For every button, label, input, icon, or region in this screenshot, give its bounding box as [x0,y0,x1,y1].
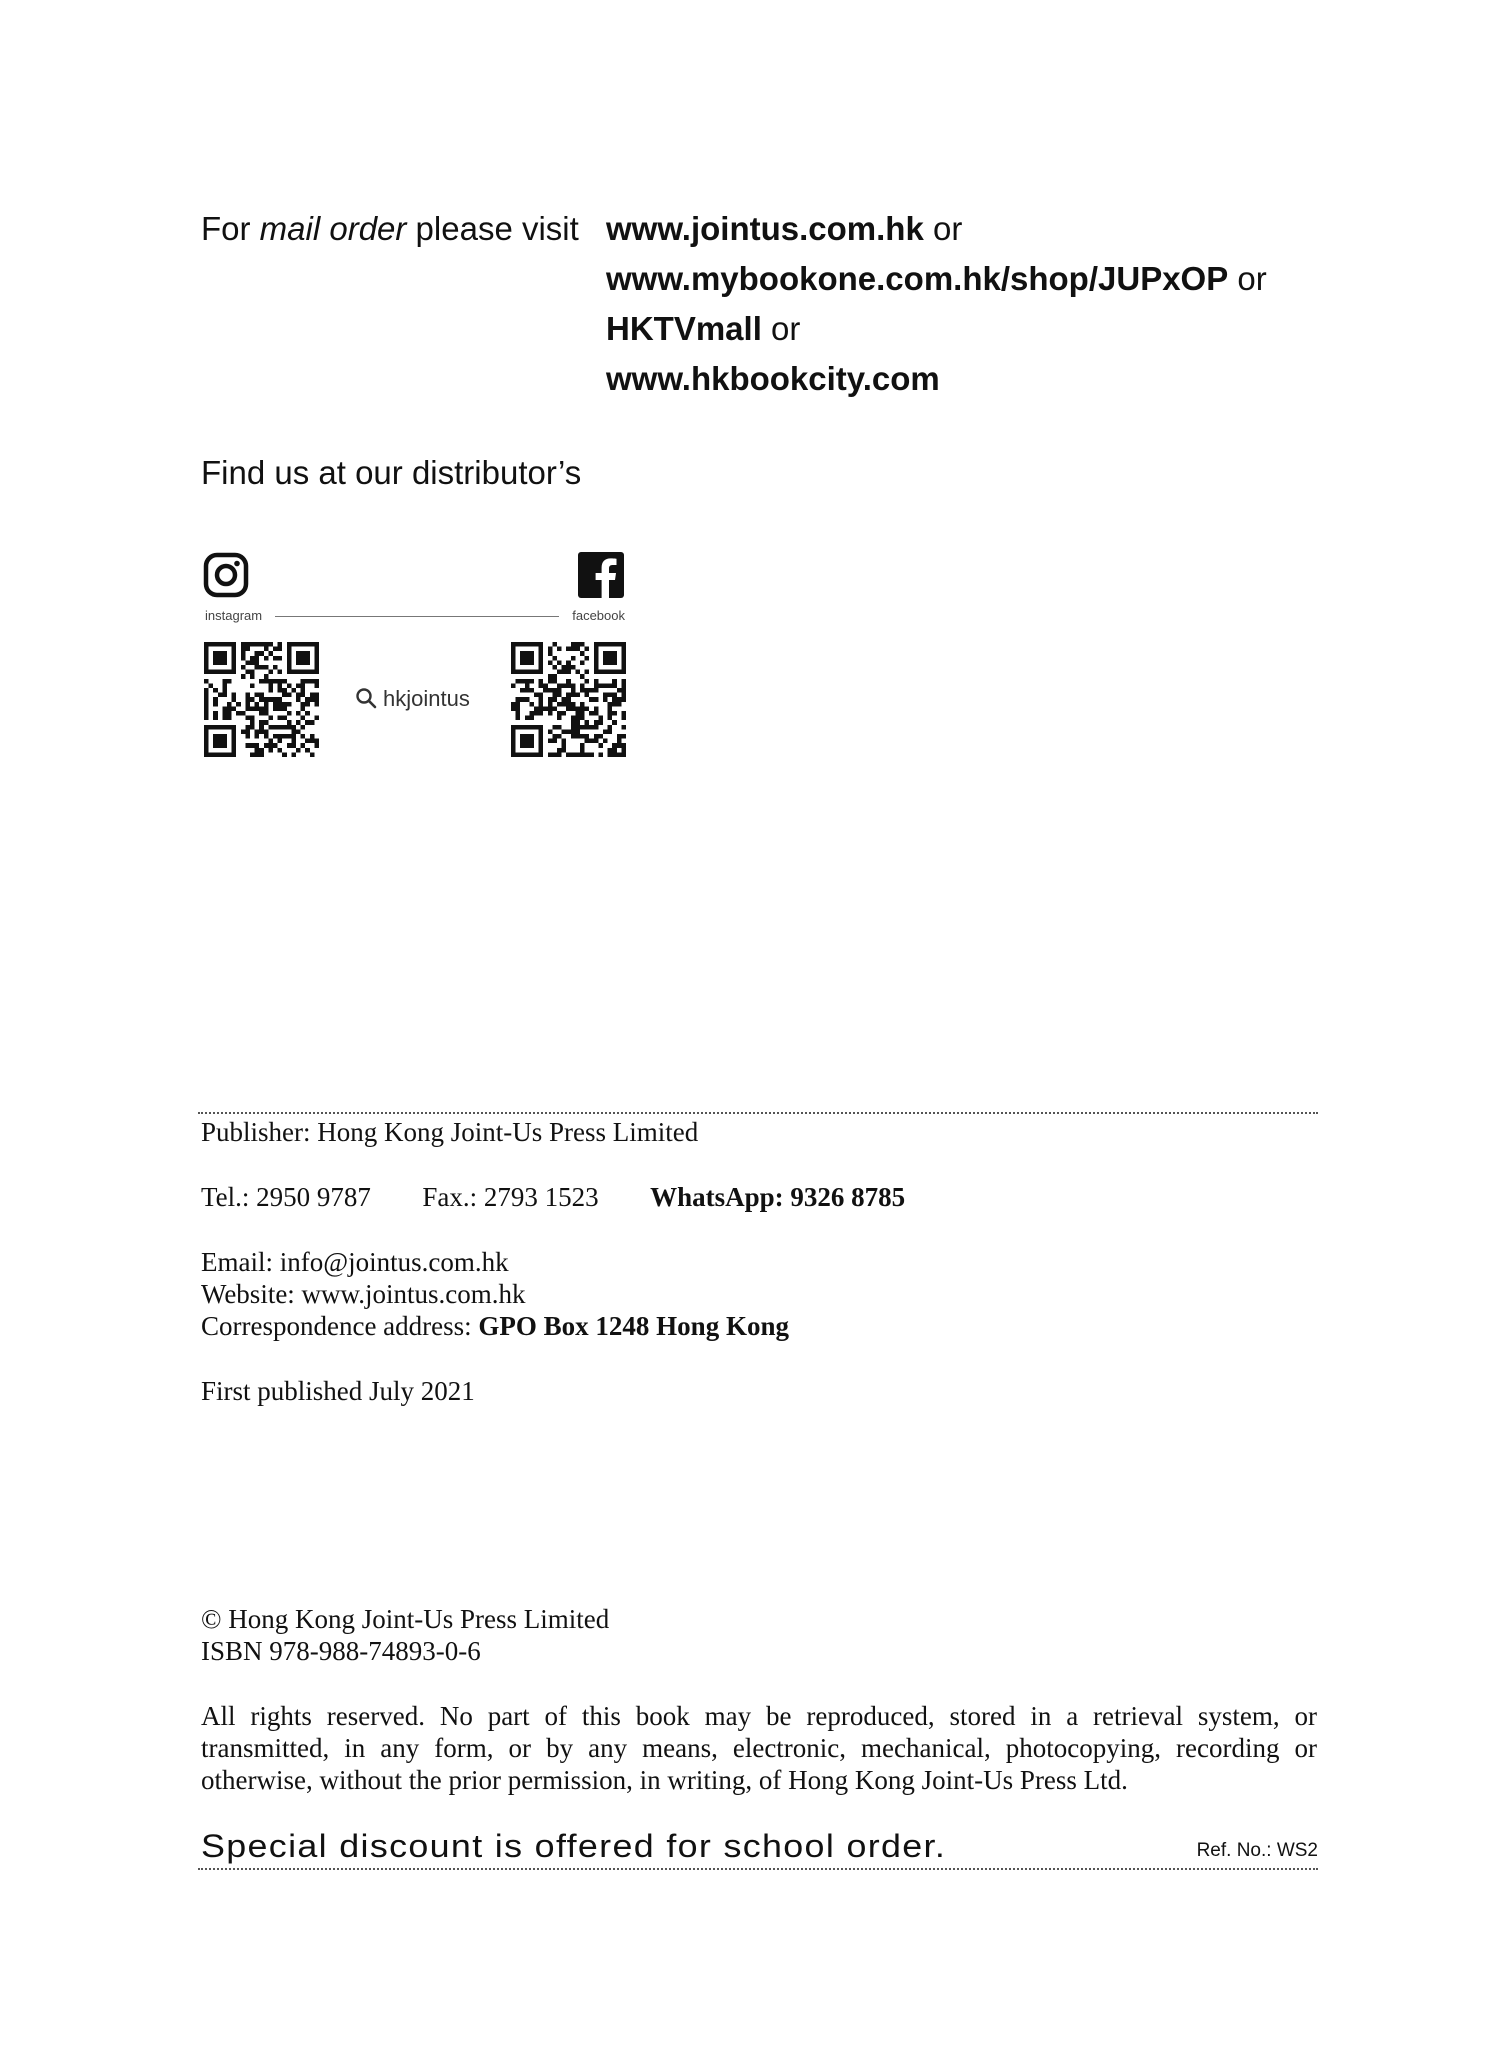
tel-number: Tel.: 2950 9787 [201,1182,371,1212]
contact-numbers-row [201,1182,905,1213]
top-dotted-rule [198,1112,1318,1114]
instagram-qr-code[interactable] [204,642,319,757]
mail-link-connector: or [1228,260,1267,297]
search-icon [355,687,377,709]
mail-link-row [606,304,1267,354]
facebook-label: facebook [572,608,625,623]
mail-order-label [201,204,579,254]
instagram-icon[interactable] [203,552,249,598]
publisher-line: Publisher: Hong Kong Joint-Us Press Limited [201,1117,699,1147]
reference-number: Ref. No.: WS2 [1196,1840,1318,1861]
social-divider [275,616,559,617]
school-discount-notice: Special discount is offered for school order. [201,1828,947,1864]
whatsapp-number: WhatsApp: 9326 8785 [650,1182,906,1212]
address-label: Correspondence address: [201,1311,479,1341]
mail-order-links [606,204,1267,404]
mail-order-emphasis: mail order [259,210,407,247]
social-block [201,552,629,757]
mail-link-row [606,354,1267,404]
website-line: Website: www.jointus.com.hk [201,1279,526,1309]
rights-paragraph: All rights reserved. No part of this book may be reproduced, stored in a retrieval system, or transmitted, in any form, or by any means, electronic, mechanical, photocopying, recording or otherwise, without the prior permission, in writing, of Hong Kong Joint-Us Press Ltd. [201,1701,1317,1795]
mail-link-hkbookcity[interactable]: www.hkbookcity.com [606,360,940,397]
email-line: Email: info@jointus.com.hk [201,1247,509,1277]
mail-link-mybookone[interactable]: www.mybookone.com.hk/shop/JUPxOP [606,260,1229,297]
distributor-heading: Find us at our distributor’s [201,454,582,491]
address-value: GPO Box 1248 Hong Kong [478,1311,789,1341]
mail-link-jointus[interactable]: www.jointus.com.hk [606,210,924,247]
facebook-icon[interactable] [578,552,624,598]
mail-link-row [606,254,1267,304]
fax-number: Fax.: 2793 1523 [422,1182,599,1212]
mail-link-hktvmall[interactable]: HKTVmall [606,310,762,347]
copyright-line: © Hong Kong Joint-Us Press Limited [201,1604,610,1634]
mail-link-connector: or [761,310,801,347]
facebook-qr-code[interactable] [511,642,626,757]
social-handle [355,686,470,712]
mail-link-connector: or [923,210,963,247]
mail-order-prefix: For [201,210,260,247]
bottom-dotted-rule [198,1868,1318,1870]
address-line [201,1311,789,1342]
instagram-label: instagram [205,608,263,623]
mail-link-row [606,204,1267,254]
first-published-line: First published July 2021 [201,1376,475,1406]
mail-order-suffix: please visit [406,210,579,247]
isbn-line: ISBN 978-988-74893-0-6 [201,1636,481,1666]
social-handle-text: hkjointus [383,686,470,711]
